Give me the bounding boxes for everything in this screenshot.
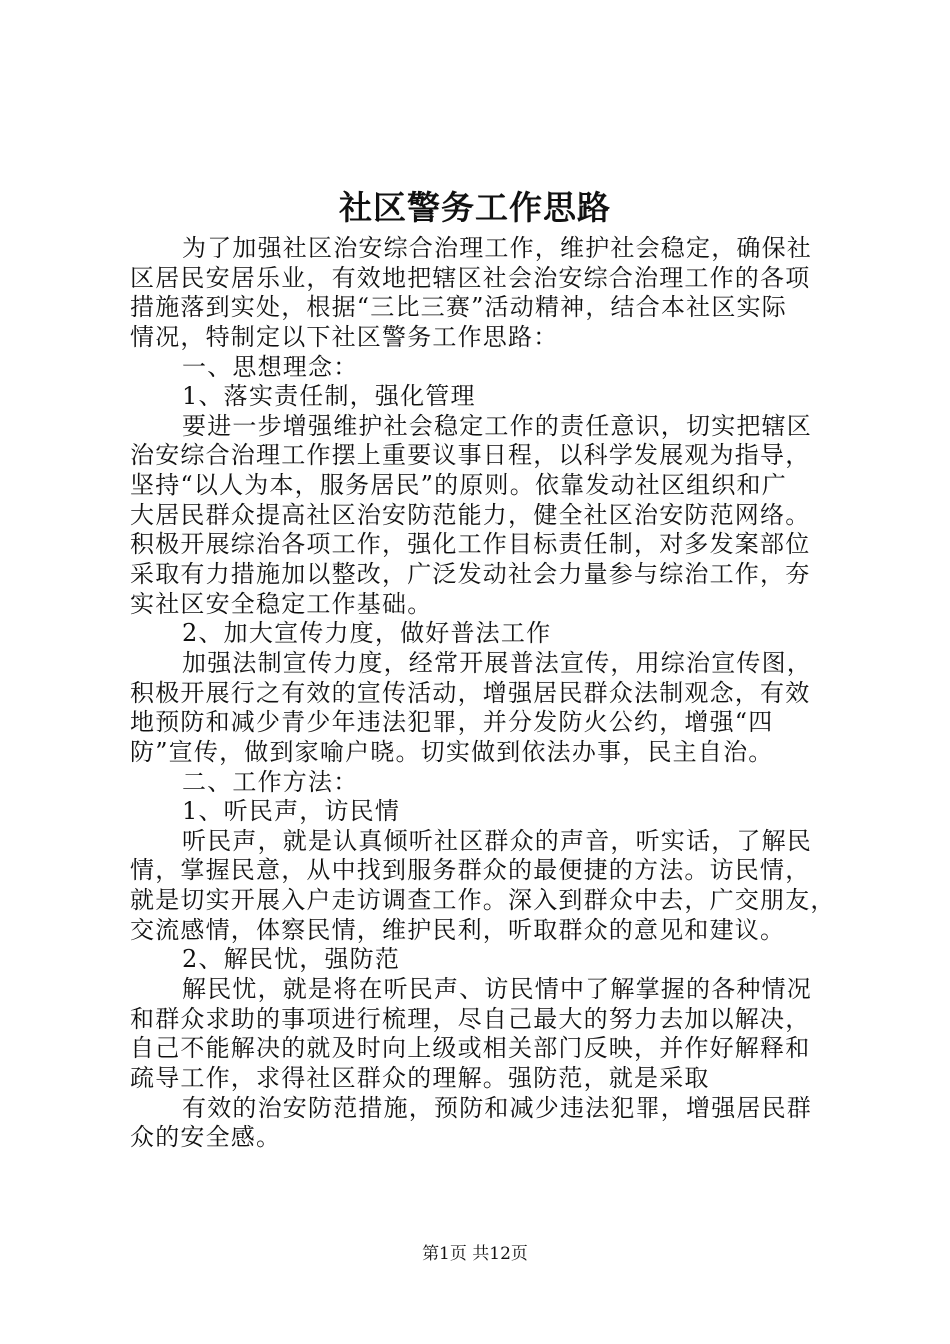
- body-line: 措施落到实处，根据“三比三赛”活动精神，结合本社区实际: [130, 293, 787, 322]
- body-line: 防”宣传，做到家喻户晓。切实做到依法办事，民主自治。: [130, 737, 774, 766]
- body-line: 交流感情，体察民情，维护民利，听取群众的意见和建议。: [130, 915, 786, 944]
- body-line: 二、工作方法：: [182, 767, 359, 796]
- body-line: 听民声，就是认真倾听社区群众的声音，听实话，了解民: [182, 826, 812, 855]
- body-line: 一、思想理念：: [182, 352, 359, 381]
- body-line: 1、落实责任制，强化管理: [182, 382, 476, 411]
- body-line: 治安综合治理工作摆上重要议事日程，以科学发展观为指导，: [130, 441, 811, 470]
- body-line: 有效的治安防范措施，预防和减少违法犯罪，增强居民群: [182, 1093, 812, 1122]
- body-line: 自己不能解决的就及时向上级或相关部门反映，并作好解释和: [130, 1034, 811, 1063]
- body-line: 情况，特制定以下社区警务工作思路：: [130, 322, 559, 351]
- body-line: 区居民安居乐业，有效地把辖区社会治安综合治理工作的各项: [130, 263, 811, 292]
- body-line: 解民忧，就是将在听民声、访民情中了解掌握的各种情况: [182, 975, 812, 1004]
- body-line: 和群众求助的事项进行梳理，尽自己最大的努力去加以解决，: [130, 1004, 811, 1033]
- body-line: 积极开展综治各项工作，强化工作目标责任制，对多发案部位: [130, 530, 811, 559]
- document-body: [130, 234, 836, 1153]
- body-line: 实社区安全稳定工作基础。: [130, 589, 433, 618]
- body-line: 众的安全感。: [130, 1123, 282, 1152]
- body-line: 2、解民忧，强防范: [182, 945, 401, 974]
- body-line: 坚持“以人为本，服务居民”的原则。依靠发动社区组织和广: [130, 471, 787, 500]
- body-line: 地预防和减少青少年违法犯罪，并分发防火公约，增强“四: [130, 708, 774, 737]
- body-line: 就是切实开展入户走访调查工作。深入到群众中去，广交朋友，: [130, 886, 836, 915]
- body-line: 积极开展行之有效的宣传活动，增强居民群众法制观念，有效: [130, 678, 811, 707]
- body-line: 疏导工作，求得社区群众的理解。强防范，就是采取: [130, 1063, 710, 1092]
- body-line: 加强法制宣传力度，经常开展普法宣传，用综治宣传图，: [182, 648, 812, 677]
- page-footer: 第1页 共12页: [422, 1244, 528, 1264]
- body-line: 2、加大宣传力度，做好普法工作: [182, 619, 552, 648]
- body-line: 为了加强社区治安综合治理工作，维护社会稳定，确保社: [182, 234, 812, 262]
- body-line: 情，掌握民意，从中找到服务群众的最便捷的方法。访民情，: [130, 856, 811, 885]
- body-line: 采取有力措施加以整改，广泛发动社会力量参与综治工作，夯: [130, 560, 811, 589]
- body-line: 1、听民声，访民情: [182, 797, 401, 826]
- page-title: 社区警务工作思路: [339, 188, 611, 227]
- body-line: 大居民群众提高社区治安防范能力，健全社区治安防范网络。: [130, 500, 811, 529]
- body-line: 要进一步增强维护社会稳定工作的责任意识，切实把辖区: [182, 411, 812, 440]
